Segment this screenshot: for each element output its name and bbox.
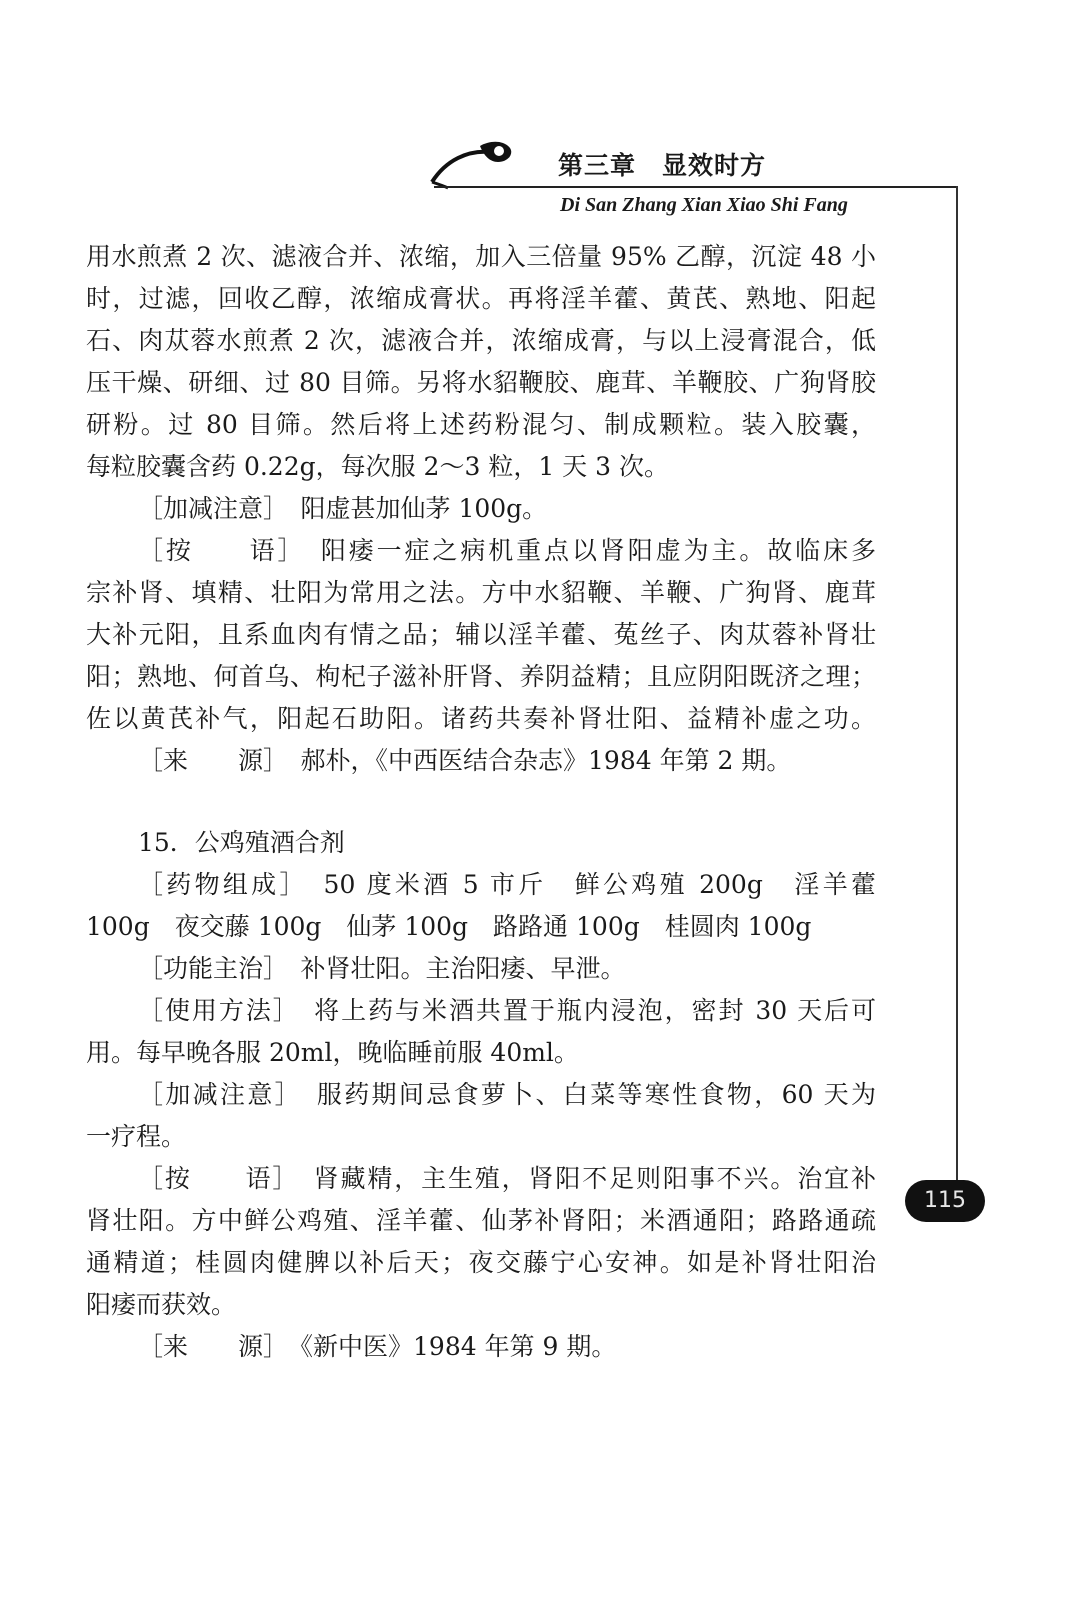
text-line: 用。每早晚各服 20ml，晚临睡前服 40ml。 xyxy=(86,1038,579,1067)
text-line: ［药物组成］ 50 度米酒 5 市斤 鲜公鸡殖 200g 淫羊藿 xyxy=(138,870,876,899)
text-line: ［按 语］ 阳痿一症之病机重点以肾阳虚为主。故临床多 xyxy=(138,536,876,565)
text-line: 阳痿而获效。 xyxy=(86,1290,237,1319)
text-line: ［按 语］ 肾藏精，主生殖，肾阳不足则阳事不兴。治宜补 xyxy=(138,1164,876,1193)
section-heading: 15．公鸡殖酒合剂 xyxy=(138,828,345,857)
text-line: 每粒胶囊含药 0.22g，每次服 2～3 粒，1 天 3 次。 xyxy=(86,452,669,481)
text-line: ［使用方法］ 将上药与米酒共置于瓶内浸泡，密封 30 天后可 xyxy=(138,996,876,1025)
text-line: 100g 夜交藤 100g 仙茅 100g 路路通 100g 桂圆肉 100g xyxy=(86,912,812,941)
text-line: 研粉。过 80 目筛。然后将上述药粉混匀、制成颗粒。装入胶囊， xyxy=(86,410,876,439)
text-line: 阳；熟地、何首乌、枸杞子滋补肝肾、养阴益精；且应阴阳既济之理； xyxy=(86,662,876,691)
text-line: 用水煎煮 2 次、滤液合并、浓缩，加入三倍量 95% 乙醇，沉淀 48 小 xyxy=(86,242,876,271)
text-line: 肾壮阳。方中鲜公鸡殖、淫羊藿、仙茅补肾阳；米酒通阳；路路通疏 xyxy=(86,1206,876,1235)
text-line: ［来 源］ 《新中医》1984 年第 9 期。 xyxy=(138,1332,617,1361)
text-line: 宗补肾、填精、壮阳为常用之法。方中水貂鞭、羊鞭、广狗肾、鹿茸 xyxy=(86,578,876,607)
text-line: ［加减注意］ 服药期间忌食萝卜、白菜等寒性食物，60 天为 xyxy=(138,1080,876,1109)
text-line: ［功能主治］ 补肾壮阳。主治阳痿、早泄。 xyxy=(138,954,626,983)
text-line: 压干燥、研细、过 80 目筛。另将水貂鞭胶、鹿茸、羊鞭胶、广狗肾胶 xyxy=(86,368,876,397)
header-rule xyxy=(434,186,958,188)
text-line: ［加减注意］ 阳虚甚加仙茅 100g。 xyxy=(138,494,548,523)
text-line: ［来 源］ 郝朴，《中西医结合杂志》1984 年第 2 期。 xyxy=(138,746,792,775)
page-number: 115 xyxy=(905,1180,985,1222)
text-line: 通精道；桂圆肉健脾以补后天；夜交藤宁心安神。如是补肾壮阳治 xyxy=(86,1248,876,1277)
text-line: 时，过滤，回收乙醇，浓缩成膏状。再将淫羊藿、黄芪、熟地、阳起 xyxy=(86,284,876,313)
chapter-pinyin: Di San Zhang Xian Xiao Shi Fang xyxy=(560,194,848,216)
text-line: 一疗程。 xyxy=(86,1122,187,1151)
text-line: 石、肉苁蓉水煎煮 2 次，滤液合并，浓缩成膏，与以上浸膏混合，低 xyxy=(86,326,876,355)
chapter-title: 第三章 显效时方 xyxy=(558,151,767,180)
margin-rule xyxy=(956,186,958,1186)
text-line: 佐以黄芪补气，阳起石助阳。诸药共奏补肾壮阳、益精补虚之功。 xyxy=(86,704,876,733)
text-line: 大补元阳，且系血肉有情之品；辅以淫羊藿、菟丝子、肉苁蓉补肾壮 xyxy=(86,620,876,649)
